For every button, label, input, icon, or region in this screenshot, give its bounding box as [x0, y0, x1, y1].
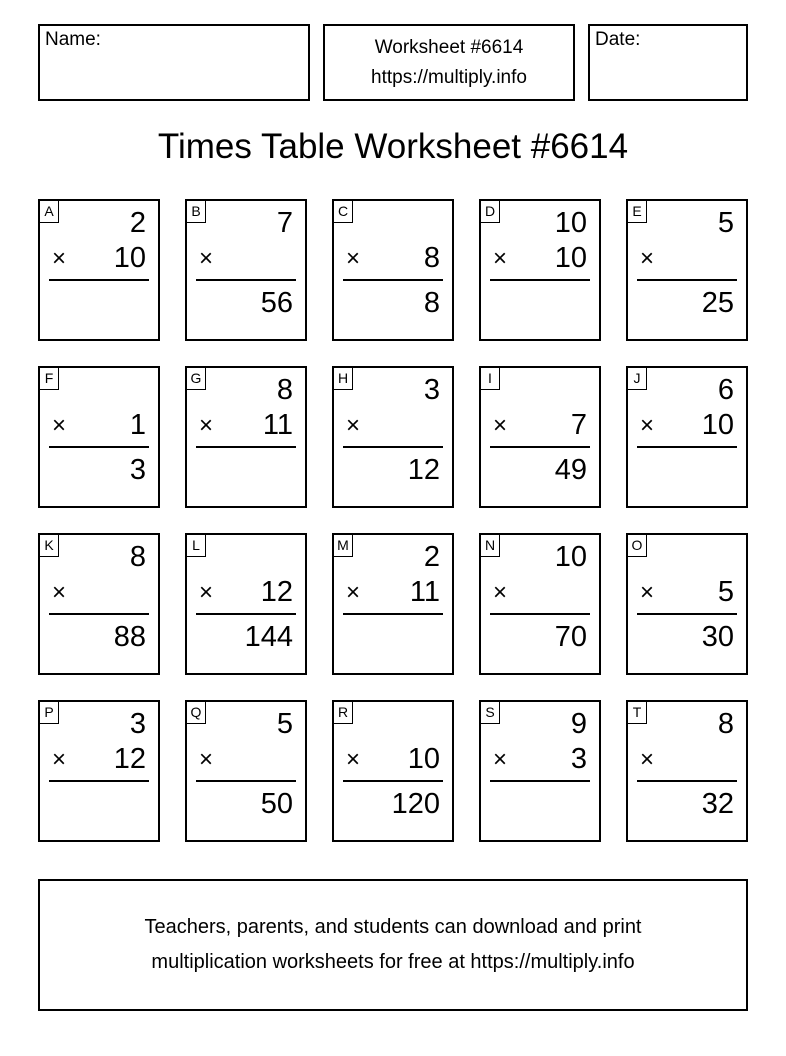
- problem-answer: 144: [244, 621, 293, 653]
- answer-rule: [490, 780, 590, 782]
- problem-letter: T: [628, 702, 647, 724]
- problem-bottom-number: 11: [409, 576, 440, 608]
- problem-letter: K: [40, 535, 59, 557]
- answer-rule: [490, 446, 590, 448]
- problem-cell: [332, 700, 454, 842]
- problem-letter: O: [628, 535, 647, 557]
- problem-answer: 88: [113, 621, 146, 653]
- worksheet-id: Worksheet #6614: [374, 37, 524, 58]
- problem-cell: [38, 199, 160, 341]
- times-icon: ×: [346, 579, 361, 606]
- worksheet-url: https://multiply.info: [371, 67, 527, 88]
- problem-bottom-number: 8: [423, 242, 440, 274]
- answer-rule: [196, 613, 296, 615]
- problem-cell: [626, 199, 748, 341]
- problem-answer: 3: [129, 454, 146, 486]
- footer-line-2: multiplication worksheets for free at https://multiply.info: [151, 951, 635, 973]
- problem-letter: G: [187, 368, 206, 390]
- problem-top-number: 8: [276, 374, 293, 406]
- problem-answer: 32: [701, 788, 734, 820]
- problem-letter: F: [40, 368, 59, 390]
- answer-rule: [49, 780, 149, 782]
- problem-bottom-number: 3: [570, 743, 587, 775]
- problem-answer: 8: [423, 287, 440, 319]
- times-icon: ×: [346, 245, 361, 272]
- times-icon: ×: [199, 245, 214, 272]
- times-icon: ×: [346, 412, 361, 439]
- times-icon: ×: [493, 579, 508, 606]
- problem-cell: [626, 533, 748, 675]
- problem-cell: [479, 199, 601, 341]
- problem-letter: R: [334, 702, 353, 724]
- answer-rule: [49, 613, 149, 615]
- times-icon: ×: [640, 579, 655, 606]
- problem-top-number: 8: [129, 541, 146, 573]
- problem-top-number: 10: [554, 207, 587, 239]
- problem-answer: 25: [701, 287, 734, 319]
- answer-rule: [196, 446, 296, 448]
- problem-top-number: 7: [276, 207, 293, 239]
- problem-top-number: 6: [717, 374, 734, 406]
- problem-cell: [479, 700, 601, 842]
- problem-answer: 12: [407, 454, 440, 486]
- problem-letter: L: [187, 535, 206, 557]
- times-icon: ×: [493, 746, 508, 773]
- problem-cell: [185, 700, 307, 842]
- problem-top-number: 5: [717, 207, 734, 239]
- footer-box: [38, 879, 748, 1011]
- times-icon: ×: [199, 579, 214, 606]
- name-field[interactable]: [38, 24, 310, 101]
- problem-cell: [185, 366, 307, 508]
- times-icon: ×: [640, 412, 655, 439]
- times-icon: ×: [346, 746, 361, 773]
- problem-letter: N: [481, 535, 500, 557]
- answer-rule: [196, 780, 296, 782]
- name-label: Name:: [45, 29, 101, 50]
- problem-bottom-number: 12: [113, 743, 146, 775]
- problem-cell: [38, 700, 160, 842]
- problem-answer: 49: [554, 454, 587, 486]
- problem-top-number: 2: [129, 207, 146, 239]
- answer-rule: [637, 780, 737, 782]
- problem-bottom-number: 10: [554, 242, 587, 274]
- problem-bottom-number: 5: [717, 576, 734, 608]
- answer-rule: [490, 279, 590, 281]
- answer-rule: [637, 613, 737, 615]
- problem-answer: 30: [701, 621, 734, 653]
- times-icon: ×: [640, 245, 655, 272]
- times-icon: ×: [52, 412, 67, 439]
- problem-letter: Q: [187, 702, 206, 724]
- answer-rule: [490, 613, 590, 615]
- problem-cell: [38, 533, 160, 675]
- problem-letter: H: [334, 368, 353, 390]
- problem-cell: [626, 366, 748, 508]
- page-title: Times Table Worksheet #6614: [157, 127, 629, 166]
- problem-bottom-number: 7: [570, 409, 587, 441]
- problem-cell: [185, 199, 307, 341]
- problem-letter: C: [334, 201, 353, 223]
- times-icon: ×: [52, 245, 67, 272]
- problem-letter: M: [334, 535, 353, 557]
- answer-rule: [49, 446, 149, 448]
- answer-rule: [196, 279, 296, 281]
- problem-top-number: 10: [554, 541, 587, 573]
- problem-letter: E: [628, 201, 647, 223]
- problem-top-number: 2: [423, 541, 440, 573]
- problem-bottom-number: 12: [260, 576, 293, 608]
- answer-rule: [343, 446, 443, 448]
- times-icon: ×: [493, 245, 508, 272]
- worksheet-info-box: [323, 24, 575, 101]
- date-field[interactable]: [588, 24, 748, 101]
- problem-top-number: 3: [129, 708, 146, 740]
- problem-cell: [479, 366, 601, 508]
- date-label: Date:: [595, 29, 641, 50]
- problem-bottom-number: 11: [262, 409, 293, 441]
- problem-bottom-number: 10: [113, 242, 146, 274]
- times-icon: ×: [199, 412, 214, 439]
- problem-answer: 70: [554, 621, 587, 653]
- footer-line-1: Teachers, parents, and students can download and print: [144, 916, 642, 938]
- problem-bottom-number: 10: [701, 409, 734, 441]
- problem-letter: S: [481, 702, 500, 724]
- problem-cell: [38, 366, 160, 508]
- problem-letter: I: [481, 368, 500, 390]
- problem-cell: [332, 533, 454, 675]
- problem-top-number: 9: [570, 708, 587, 740]
- answer-rule: [49, 279, 149, 281]
- problem-letter: A: [40, 201, 59, 223]
- problem-top-number: 5: [276, 708, 293, 740]
- problem-bottom-number: 1: [129, 409, 146, 441]
- answer-rule: [343, 613, 443, 615]
- problem-top-number: 8: [717, 708, 734, 740]
- problem-bottom-number: 10: [407, 743, 440, 775]
- problem-letter: J: [628, 368, 647, 390]
- answer-rule: [343, 780, 443, 782]
- problem-cell: [332, 199, 454, 341]
- times-icon: ×: [199, 746, 214, 773]
- problem-answer: 56: [260, 287, 293, 319]
- answer-rule: [637, 446, 737, 448]
- problem-answer: 50: [260, 788, 293, 820]
- times-icon: ×: [52, 746, 67, 773]
- problem-cell: [479, 533, 601, 675]
- problem-letter: B: [187, 201, 206, 223]
- answer-rule: [343, 279, 443, 281]
- problem-top-number: 3: [423, 374, 440, 406]
- problem-letter: P: [40, 702, 59, 724]
- times-icon: ×: [640, 746, 655, 773]
- times-icon: ×: [52, 579, 67, 606]
- problem-cell: [332, 366, 454, 508]
- problem-answer: 120: [391, 788, 440, 820]
- problem-letter: D: [481, 201, 500, 223]
- times-icon: ×: [493, 412, 508, 439]
- problem-cell: [626, 700, 748, 842]
- answer-rule: [637, 279, 737, 281]
- problem-cell: [185, 533, 307, 675]
